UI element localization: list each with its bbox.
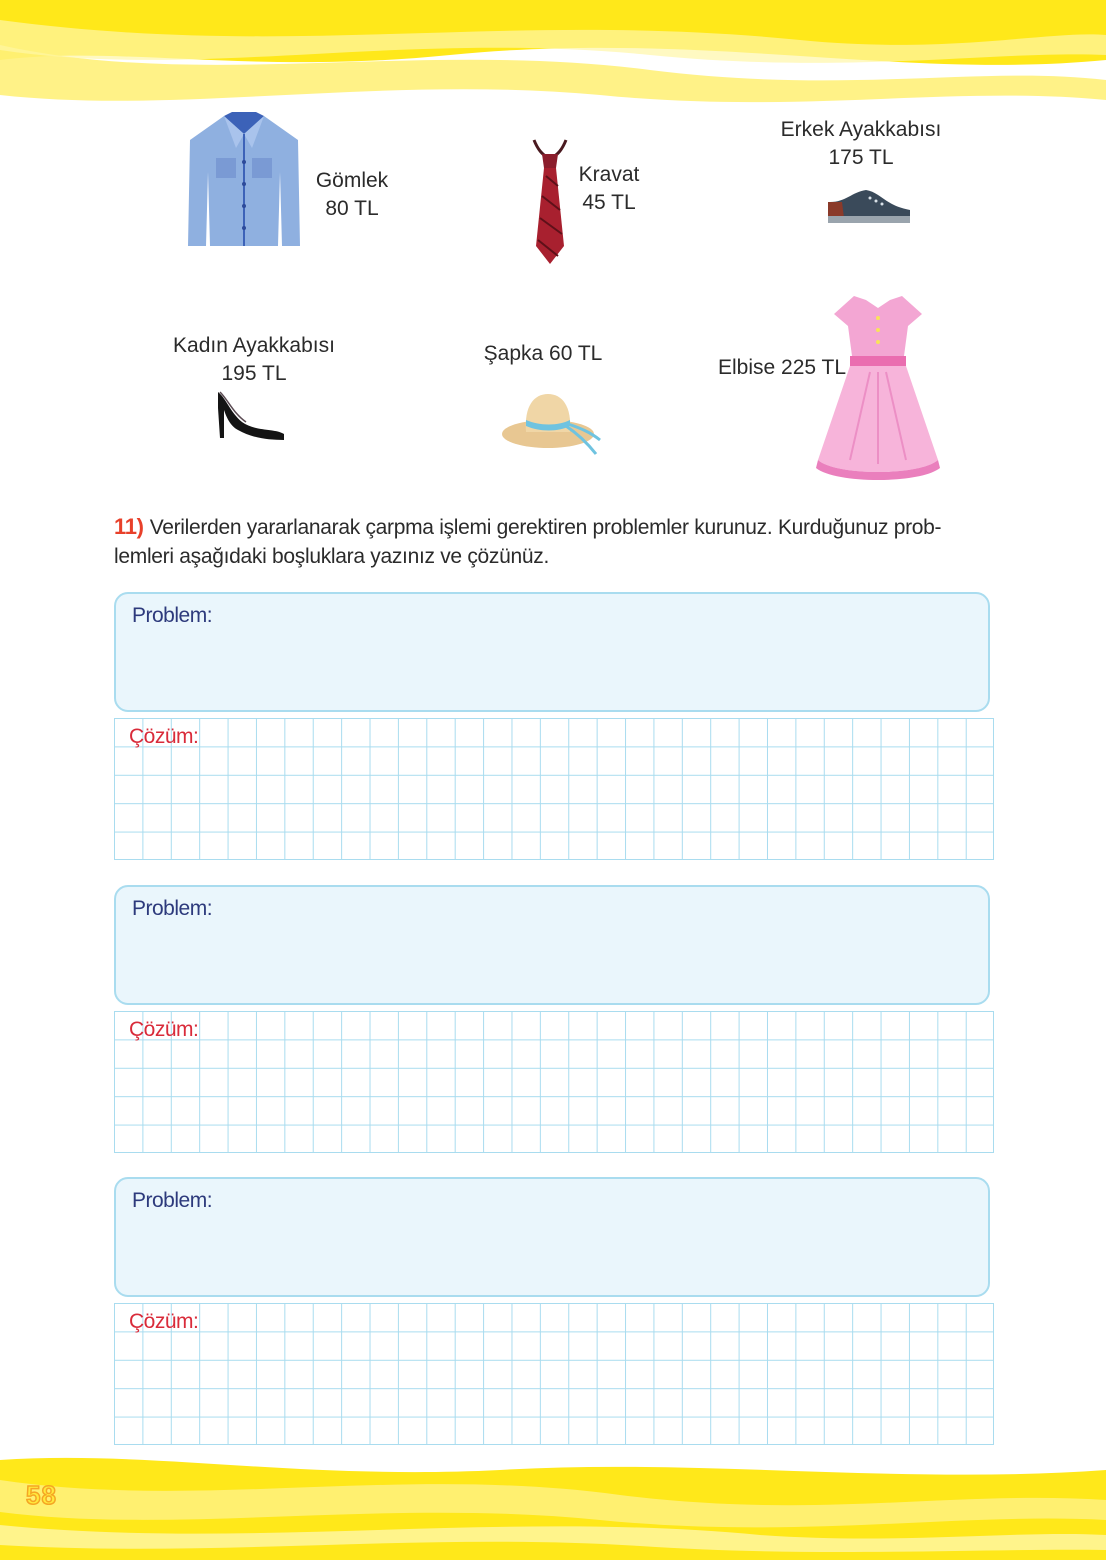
dress-icon <box>810 292 946 486</box>
item-price: 80 TL <box>325 197 379 220</box>
solution-label: Çözüm: <box>129 1018 199 1041</box>
solution-label: Çözüm: <box>129 1310 199 1333</box>
sun-hat-icon <box>500 388 612 458</box>
item-price: 175 TL <box>828 146 894 169</box>
item-name: Kravat <box>578 163 640 186</box>
problem-box[interactable] <box>114 885 990 1005</box>
item-label-shirt <box>312 167 392 223</box>
bottom-decorative-band <box>0 1440 1106 1560</box>
shirt-icon <box>186 112 302 252</box>
task-number: 11) <box>114 514 144 539</box>
problem-label: Problem: <box>132 1189 213 1212</box>
sneaker-icon <box>826 188 912 226</box>
item-price: 195 TL <box>221 362 287 385</box>
solution-grid[interactable] <box>114 718 994 860</box>
problem-box[interactable] <box>114 592 990 712</box>
top-decorative-band <box>0 0 1106 120</box>
item-price: 45 TL <box>582 191 636 214</box>
task-instruction <box>114 512 994 571</box>
problem-label: Problem: <box>132 897 213 920</box>
item-name: Gömlek <box>315 169 389 192</box>
item-label-women-shoe <box>166 332 342 388</box>
high-heel-icon <box>212 388 288 444</box>
item-label-tie <box>576 161 642 217</box>
item-label-hat <box>478 340 608 368</box>
problem-label: Problem: <box>132 604 213 627</box>
solution-grid[interactable] <box>114 1011 994 1153</box>
item-name: Kadın Ayakkabısı <box>173 334 335 357</box>
item-name: Elbise 225 TL <box>717 356 847 379</box>
solution-label: Çözüm: <box>129 725 199 748</box>
page-number: 58 <box>26 1480 57 1510</box>
item-name: Erkek Ayakkabısı <box>780 118 942 141</box>
task-text: Verilerden yararlanarak çarpma işlemi gerektiren problemler kurunuz. Kurduğunuz prob-lemleri aşağıdaki boşluklara yazınız ve çözünüz. <box>114 516 942 568</box>
item-label-men-shoe <box>776 116 946 172</box>
problem-box[interactable] <box>114 1177 990 1297</box>
tie-icon <box>528 136 572 268</box>
solution-grid[interactable] <box>114 1303 994 1445</box>
item-name: Şapka 60 TL <box>483 342 603 365</box>
